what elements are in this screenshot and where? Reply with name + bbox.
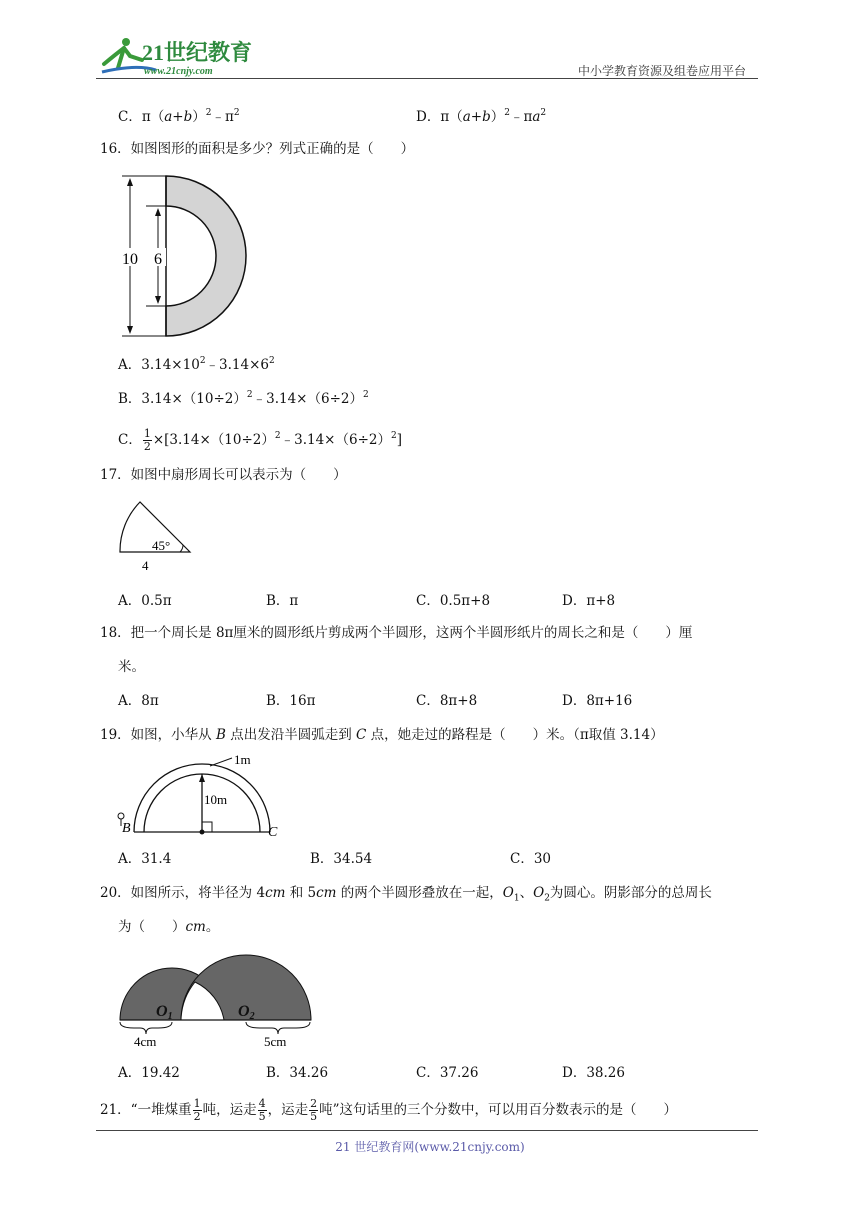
footer-divider [96,1130,758,1131]
radius-label: 10m [204,792,228,807]
q17-option-a[interactable]: A．0.5π [118,593,172,609]
q17-option-c[interactable]: C．0.5π+8 [416,593,491,609]
q17-sector-figure [112,496,202,574]
q19-stem: 19．如图，小华从 B 点出发沿半圆弧走到 C 点，她走过的路程是（ ）米。（π取值 3.14） [100,727,664,743]
q16-option-b[interactable]: B．$3.14\times(10\div 2)^2﹣3.14\times(6\div 2)^2$ [118,390,369,407]
footer-link[interactable]: 21 世纪教育网(www.21cnjy.com) [335,1140,525,1154]
q18-stem-line2: 米。 [118,659,145,675]
logo-url: www.21cnjy.com [144,66,213,77]
q17-stem: 17．如图中扇形周长可以表示为（ ） [100,467,347,483]
q20-semicircles-figure [116,942,316,1052]
q20-stem-line2: 为（ ）cm。 [118,919,220,935]
q17-option-b[interactable]: B．π [266,593,299,609]
radius-label: 4 [142,558,149,573]
q18-stem-line1: 18．把一个周长是 8π厘米的圆形纸片剪成两个半圆形，这两个半圆形纸片的周长之和是（ ）厘 [100,625,693,641]
q16-option-a[interactable]: A．$3.14\times 10^2﹣3.14\times 6^2$ [118,356,275,373]
width-label: 1m [234,752,251,767]
o1-label: O1 [156,1003,173,1022]
q19-option-a[interactable]: A．31.4 [118,851,172,867]
q20-option-a[interactable]: A．19.42 [118,1065,180,1081]
q15-option-d[interactable]: D．$\pi(a+b)^2﹣\pi a^2$ [416,108,547,125]
angle-label: 45° [152,538,171,553]
q20-stem-line1: 20．如图所示，将半径为 4cm 和 5cm 的两个半圆形叠放在一起，$O_1$、$O_2$为圆心。阴影部分的总周长 [100,885,712,904]
q18-option-a[interactable]: A．8π [118,693,159,709]
header-divider [96,78,758,79]
radius-5cm-label: 5cm [264,1034,287,1049]
point-c-label: C [268,825,278,840]
q16-stem: 16．如图图形的面积是多少？列式正确的是（ ） [100,141,415,157]
site-logo[interactable] [96,34,266,80]
q18-option-d[interactable]: D．8π+16 [562,693,633,709]
platform-name: 中小学教育资源及组卷应用平台 [578,64,747,78]
q20-option-c[interactable]: C．37.26 [416,1065,479,1081]
point-b-label: B [122,821,131,836]
q18-option-b[interactable]: B．16π [266,693,316,709]
outer-diameter-label: 10 [122,251,138,268]
walker-icon [118,813,124,819]
q18-option-c[interactable]: C．8π+8 [416,693,478,709]
q21-stem: 21．“一堆煤重 $\frac{1}{2}$ 吨，运走 $\frac{4}{5}$ ，运走 $\frac{2}{5}$ 吨”这句话里的三个分数中，可以用百分数表示的是（ ） [100,1097,677,1123]
q19-option-b[interactable]: B．34.54 [310,851,373,867]
q16-ring-figure [118,170,258,340]
q20-option-d[interactable]: D．38.26 [562,1065,625,1081]
logo-text: 21世纪教育 [142,40,253,65]
q17-option-d[interactable]: D．π+8 [562,593,616,609]
q15-option-c[interactable]: C．$\pi(a+b)^2﹣\pi^2$ [118,108,240,125]
runner-logo-icon [96,34,266,80]
q16-option-c[interactable]: C． $\frac{1}{2}$ $\times[3.14\times(10\div 2)^2﹣3.14\times(6\div 2)^2]$ [118,427,402,453]
inner-diameter-label: 6 [154,251,162,268]
q19-semicircle-path-figure [114,752,284,840]
o2-label: O2 [238,1003,255,1022]
q20-option-b[interactable]: B．34.26 [266,1065,329,1081]
radius-4cm-label: 4cm [134,1034,157,1049]
q19-option-c[interactable]: C．30 [510,851,552,867]
